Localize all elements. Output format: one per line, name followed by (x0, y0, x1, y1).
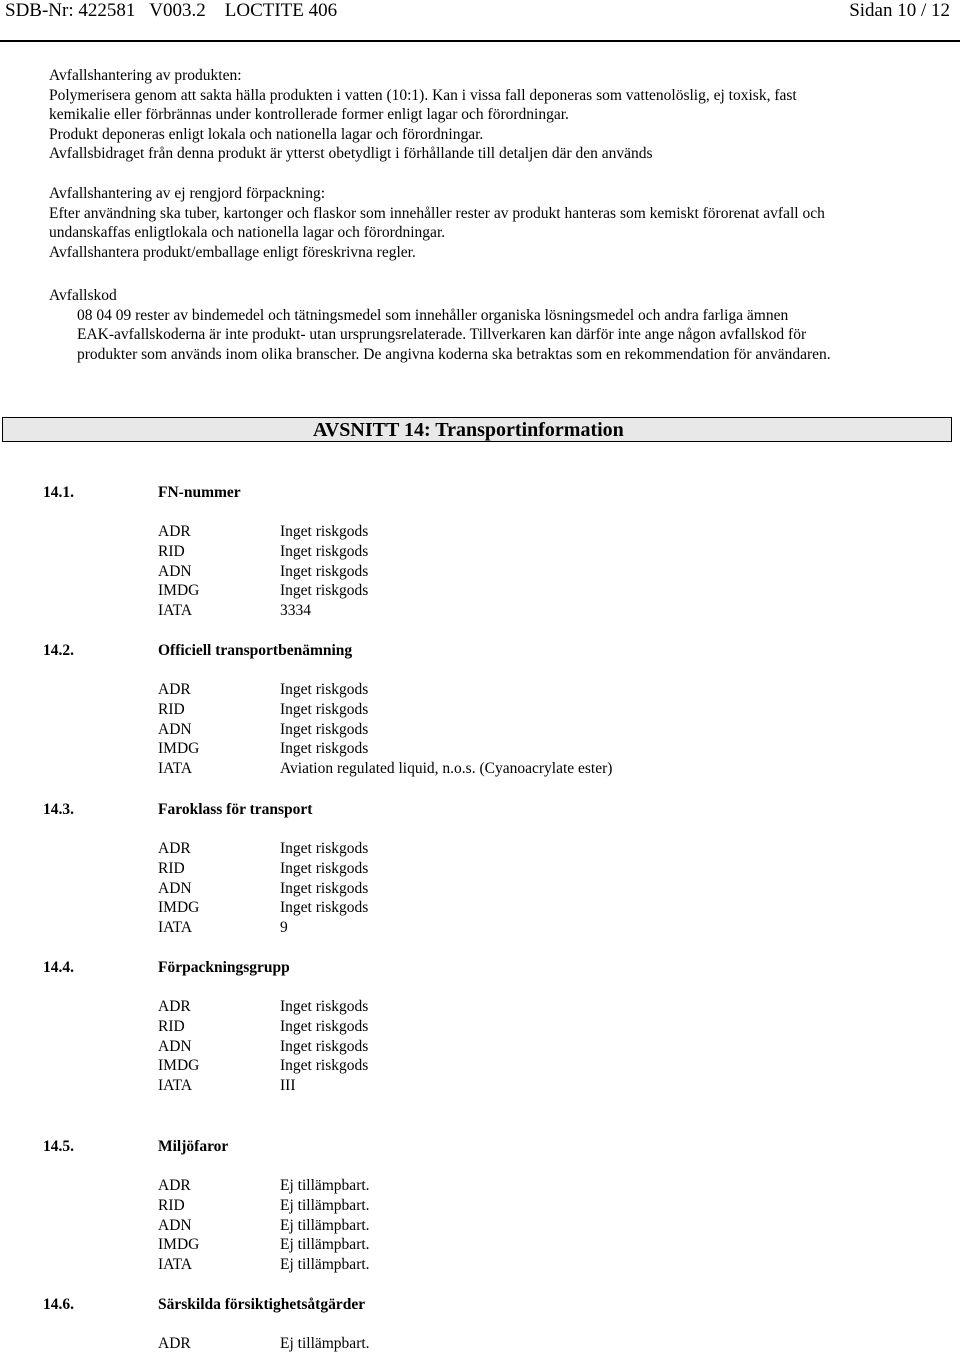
product-disposal-block (49, 66, 929, 164)
transport-mode: IMDG (158, 740, 200, 758)
paragraph-line: undanskaffas enligtlokala och nationella lagar och förordningar. (49, 224, 446, 242)
transport-value: Inget riskgods (280, 899, 369, 917)
transport-mode: ADN (158, 720, 192, 738)
transport-value: Aviation regulated liquid, n.o.s. (Cyanoacrylate ester) (280, 760, 613, 778)
paragraph-line: Produkt deponeras enligt lokala och nationella lagar och förordningar. (49, 125, 484, 143)
packaging-disposal-heading: Avfallshantering av ej rengjord förpackning: (49, 185, 326, 202)
transport-mode: ADN (158, 1037, 192, 1055)
subsection-number: 14.2. (43, 642, 74, 659)
transport-mode: IATA (158, 602, 193, 620)
transport-mode: RID (158, 700, 185, 718)
transport-value: Inget riskgods (280, 1017, 369, 1035)
transport-value: Ej tillämpbart. (280, 1216, 370, 1234)
packaging-disposal-block (49, 184, 929, 262)
transport-mode: RID (158, 542, 185, 560)
transport-value: Inget riskgods (280, 879, 369, 897)
transport-mode: IATA (158, 760, 193, 778)
waste-code-heading: Avfallskod (49, 287, 117, 304)
transport-mode: ADR (158, 1335, 191, 1352)
transport-value: Inget riskgods (280, 542, 369, 560)
transport-mode: ADR (158, 1177, 191, 1194)
transport-value: 9 (280, 919, 288, 937)
paragraph-line: Avfallshantera produkt/emballage enligt föreskrivna regler. (49, 243, 416, 261)
transport-mode: ADN (158, 562, 192, 580)
transport-value: Inget riskgods (280, 720, 369, 738)
subsection-number: 14.3. (43, 801, 74, 818)
paragraph-line: produkter som används inom olika branscher. De angivna koderna ska betraktas som en rekommendation för användaren. (77, 345, 831, 363)
transport-mode: RID (158, 859, 185, 877)
paragraph-line: 08 04 09 rester av bindemedel och tätningsmedel som innehåller organiska lösningsmedel och andra farliga ämnen (77, 306, 789, 324)
paragraph-line: Polymerisera genom att sakta hälla produkten i vatten (10:1). Kan i vissa fall deponeras som vattenolöslig, ej toxisk, fast (49, 86, 797, 104)
subsection-title: Faroklass för transport (158, 801, 313, 818)
transport-mode: IATA (158, 1256, 193, 1274)
subsection-title: Miljöfaror (158, 1138, 229, 1155)
page-number: Sidan 10 / 12 (849, 0, 950, 21)
transport-value: Ej tillämpbart. (280, 1177, 370, 1194)
header-divider (0, 40, 960, 42)
subsection-title: Förpackningsgrupp (158, 959, 290, 976)
paragraph-line: Avfallsbidraget från denna produkt är ytterst obetydligt i förhållande till detaljen där den används (49, 145, 653, 163)
transport-value: Ej tillämpbart. (280, 1236, 370, 1254)
transport-mode: IATA (158, 1077, 193, 1095)
transport-value: Inget riskgods (280, 582, 369, 600)
transport-mode: ADN (158, 879, 192, 897)
transport-value: Ej tillämpbart. (280, 1196, 370, 1214)
transport-value: III (280, 1077, 296, 1095)
transport-value: Ej tillämpbart. (280, 1256, 370, 1274)
transport-value: Inget riskgods (280, 523, 369, 540)
transport-mode: IMDG (158, 1236, 200, 1254)
transport-mode: ADR (158, 840, 191, 857)
subsection-number: 14.6. (43, 1296, 74, 1313)
transport-mode: IMDG (158, 899, 200, 917)
subsection-title: FN-nummer (158, 484, 241, 501)
product-disposal-heading: Avfallshantering av produkten: (49, 67, 242, 84)
transport-value: Inget riskgods (280, 681, 369, 698)
transport-mode: IMDG (158, 1057, 200, 1075)
subsection-number: 14.1. (43, 484, 74, 501)
transport-mode: ADR (158, 681, 191, 698)
paragraph-line: EAK-avfallskoderna är inte produkt- utan ursprungsrelaterade. Tillverkaren kan därför inte ange någon avfallskod för (77, 326, 807, 344)
transport-value: 3334 (280, 602, 311, 620)
transport-value: Inget riskgods (280, 700, 369, 718)
paragraph-line: Efter användning ska tuber, kartonger och flaskor som innehåller rester av produkt hanteras som kemiskt förorenat avfall och (49, 204, 825, 222)
section-title: AVSNITT 14: Transportinformation (313, 419, 624, 441)
transport-value: Inget riskgods (280, 859, 369, 877)
transport-value: Inget riskgods (280, 740, 369, 758)
page-header (0, 0, 960, 22)
transport-mode: ADN (158, 1216, 192, 1234)
transport-value: Inget riskgods (280, 1057, 369, 1075)
transport-value: Inget riskgods (280, 840, 369, 857)
transport-mode: ADR (158, 998, 191, 1015)
transport-mode: IATA (158, 919, 193, 937)
subsection-title: Officiell transportbenämning (158, 642, 353, 659)
waste-code-block (49, 286, 929, 364)
subsection-title: Särskilda försiktighetsåtgärder (158, 1296, 366, 1313)
transport-mode: RID (158, 1017, 185, 1035)
subsection-number: 14.4. (43, 959, 74, 976)
subsection-number: 14.5. (43, 1138, 74, 1155)
transport-value: Ej tillämpbart. (280, 1335, 370, 1352)
document-id: SDB-Nr: 422581 V003.2 LOCTITE 406 (5, 0, 338, 21)
transport-mode: RID (158, 1196, 185, 1214)
transport-mode: IMDG (158, 582, 200, 600)
transport-mode: ADR (158, 523, 191, 540)
transport-value: Inget riskgods (280, 562, 369, 580)
paragraph-line: kemikalie eller förbrännas under kontrollerade former enligt lagar och förordningar. (49, 106, 569, 124)
transport-value: Inget riskgods (280, 998, 369, 1015)
transport-value: Inget riskgods (280, 1037, 369, 1055)
section-header-bar (2, 417, 952, 442)
